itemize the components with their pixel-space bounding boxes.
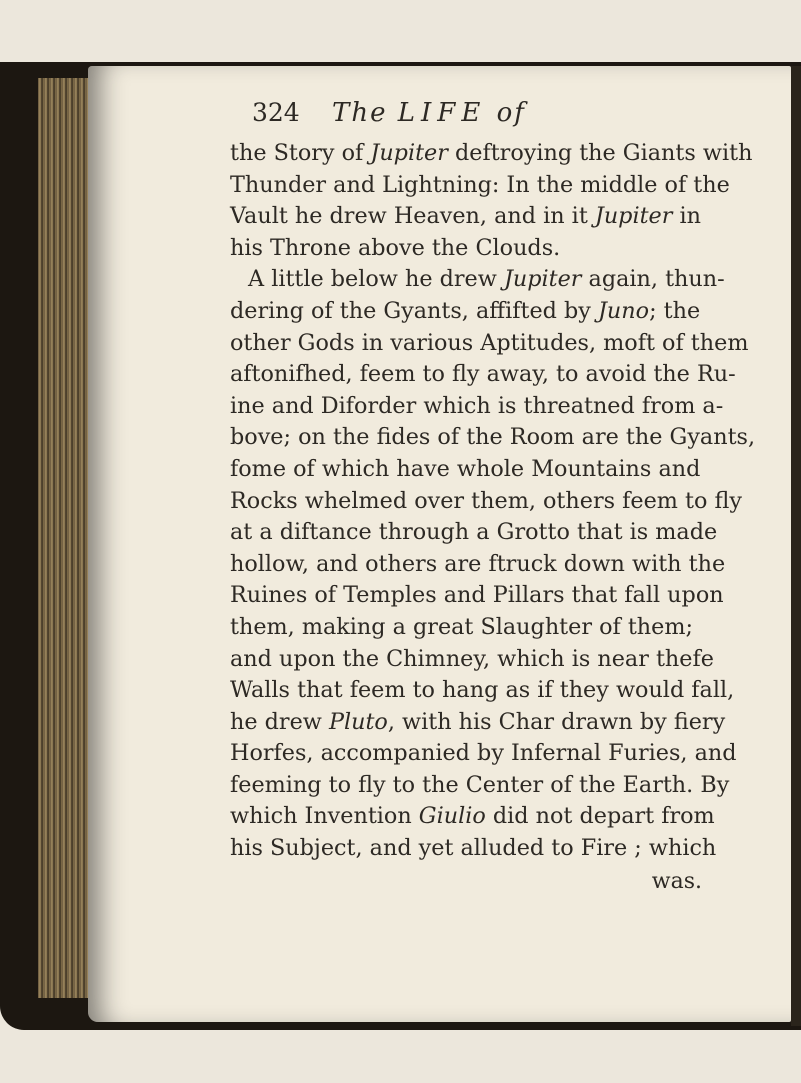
text-line <box>230 833 750 865</box>
text-segment: Rocks whelmed over them, others feem to fly <box>230 487 742 514</box>
text-line <box>230 296 750 328</box>
text-line <box>230 264 750 296</box>
text-line <box>230 201 750 233</box>
text-line <box>230 328 750 360</box>
text-segment: ine and Diforder which is threatned from a- <box>230 392 724 419</box>
text-segment: again, thun- <box>581 266 725 293</box>
text-line <box>230 801 750 833</box>
text-segment: the Story of <box>230 140 371 166</box>
text-segment: his Subject, and yet alluded to Fire ; which <box>230 835 717 862</box>
italic-name: Juno <box>597 297 650 324</box>
text-line <box>230 517 750 549</box>
text-segment: ; the <box>649 297 701 324</box>
body-text <box>230 138 756 865</box>
text-segment: hollow, and others are ftruck down with the <box>230 550 726 577</box>
text-line <box>230 770 750 802</box>
text-segment: , with his Char drawn by fiery <box>387 708 726 735</box>
text-segment: Thunder and Lightning: In the middle of the <box>230 171 730 198</box>
text-segment: bove; on the fides of the Room are the Gyants, <box>230 424 756 451</box>
text-line <box>230 707 750 739</box>
text-segment: A little below he drew <box>248 266 504 293</box>
text-line <box>230 170 750 202</box>
italic-name: Jupiter <box>370 140 448 166</box>
text-line <box>230 454 750 486</box>
text-segment: his Throne above the Clouds. <box>230 234 561 261</box>
text-segment: and upon the Chimney, which is near thefe <box>230 645 714 672</box>
text-segment: fome of which have whole Mountains and <box>230 455 701 482</box>
text-segment: in <box>672 203 701 230</box>
italic-name: Jupiter <box>503 266 582 293</box>
running-title <box>332 98 526 128</box>
text-line <box>230 391 750 423</box>
text-segment: did not depart from <box>485 803 715 830</box>
right-page-edge <box>791 66 801 1026</box>
text-segment: them, making a great Slaughter of them; <box>230 613 694 640</box>
text-segment: Vault he drew Heaven, and in it <box>230 203 595 230</box>
text-segment: Horfes, accompanied by Infernal Furies, and <box>230 740 737 767</box>
text-segment: aftonifhed, feem to fly away, to avoid the Ru- <box>230 361 736 388</box>
text-segment: Ruines of Temples and Pillars that fall upon <box>230 582 724 609</box>
text-line <box>230 549 750 581</box>
text-segment: at a diftance through a Grotto that is made <box>230 519 718 546</box>
page-text-block <box>230 98 756 899</box>
running-title-the: The <box>332 98 388 128</box>
text-segment: other Gods in various Aptitudes, moft of them <box>230 329 749 356</box>
catchword: was. <box>651 868 702 894</box>
page-number: 324 <box>252 98 300 127</box>
text-line <box>230 580 750 612</box>
text-segment: he drew <box>230 708 329 735</box>
text-line <box>230 138 753 170</box>
text-line <box>230 644 750 676</box>
text-segment: which Invention <box>230 803 419 830</box>
text-line <box>230 675 750 707</box>
running-title-life: LIFE <box>397 98 487 128</box>
text-line <box>230 738 750 770</box>
text-line <box>230 612 750 644</box>
text-segment: feeming to fly to the Center of the Earth. By <box>230 771 730 798</box>
text-segment: deftroying the Giants with <box>447 140 753 166</box>
text-line <box>230 233 750 265</box>
page-header <box>252 98 750 138</box>
italic-name: Pluto <box>328 708 388 735</box>
text-line <box>230 359 750 391</box>
text-segment: dering of the Gyants, affifted by <box>230 297 598 324</box>
text-segment: Walls that feem to hang as if they would fall, <box>230 677 735 704</box>
text-line <box>230 486 750 518</box>
running-title-of: of <box>496 98 526 128</box>
text-line <box>230 422 756 454</box>
italic-name: Jupiter <box>594 203 673 230</box>
italic-name: Giulio <box>418 803 486 830</box>
